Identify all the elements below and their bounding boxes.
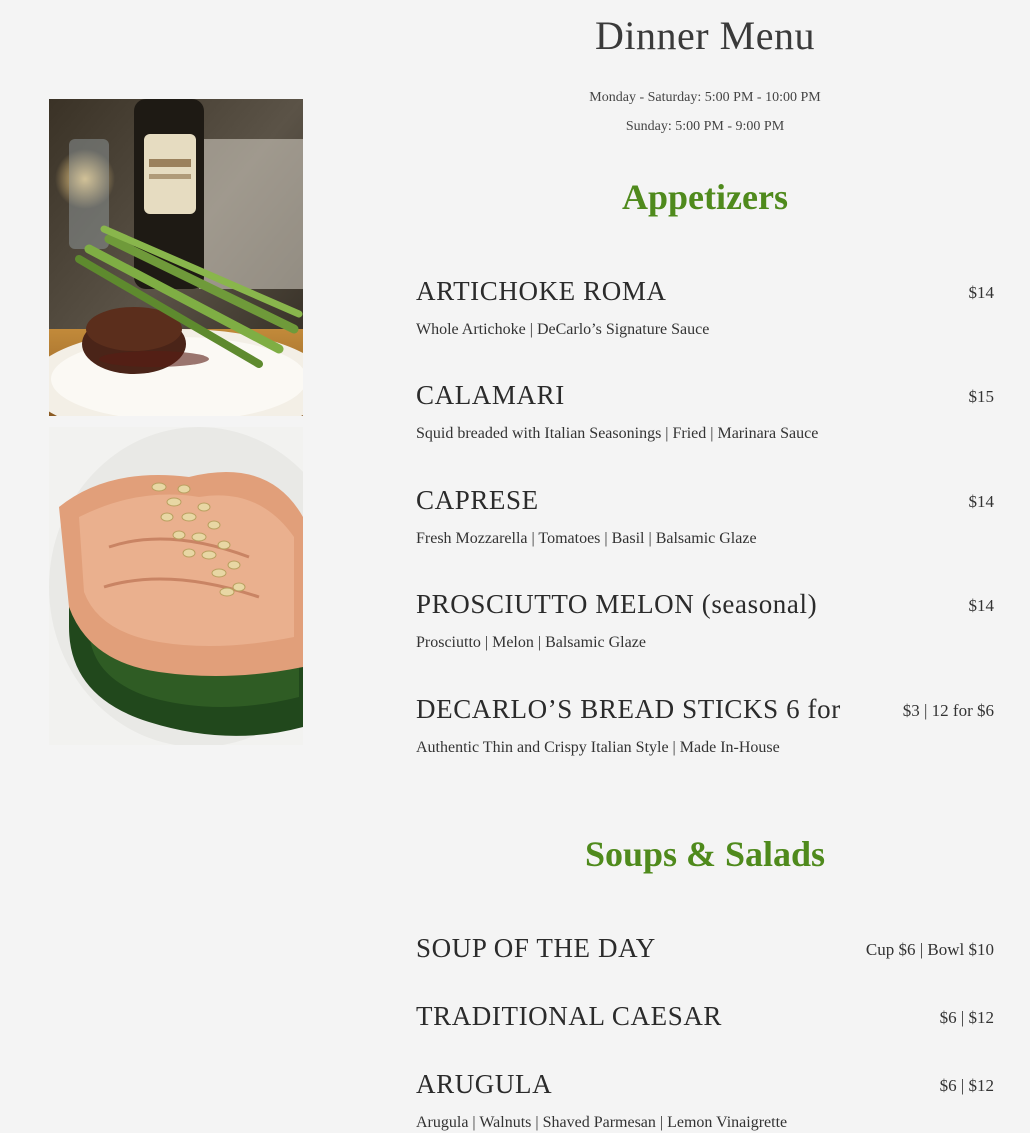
item-price: $15 <box>968 387 994 406</box>
item-name: ARUGULA <box>416 1069 553 1099</box>
item-name: CAPRESE <box>416 485 539 515</box>
item-description: Authentic Thin and Crispy Italian Style | Made In-House <box>416 739 780 756</box>
item-name: DECARLO’S BREAD STICKS 6 for <box>416 694 841 724</box>
item-price: $3 | 12 for $6 <box>902 701 994 720</box>
section-title-appetizers: Appetizers <box>622 177 788 217</box>
item-name: SOUP OF THE DAY <box>416 933 656 963</box>
item-description: Squid breaded with Italian Seasonings | Fried | Marinara Sauce <box>416 425 819 442</box>
item-price: Cup $6 | Bowl $10 <box>865 940 994 959</box>
item-description: Arugula | Walnuts | Shaved Parmesan | Lemon Vinaigrette <box>416 1114 788 1131</box>
hours-weekday: Monday - Saturday: 5:00 PM - 10:00 PM <box>589 90 821 105</box>
item-description: Fresh Mozzarella | Tomatoes | Basil | Balsamic Glaze <box>416 530 757 547</box>
item-price: $14 <box>968 492 994 511</box>
item-name: ARTICHOKE ROMA <box>416 276 667 306</box>
item-description: Whole Artichoke | DeCarlo’s Signature Sauce <box>416 321 710 338</box>
item-description: Prosciutto | Melon | Balsamic Glaze <box>416 634 646 651</box>
item-price: $14 <box>968 283 994 302</box>
item-name: CALAMARI <box>416 380 565 410</box>
item-price: $6 | $12 <box>939 1076 994 1095</box>
steak-photo <box>49 99 303 416</box>
hours-sunday: Sunday: 5:00 PM - 9:00 PM <box>625 119 785 134</box>
item-name: TRADITIONAL CAESAR <box>416 1001 723 1031</box>
salmon-photo <box>49 427 303 745</box>
page-title: Dinner Menu <box>595 13 815 58</box>
item-price: $6 | $12 <box>939 1008 994 1027</box>
item-name: PROSCIUTTO MELON (seasonal) <box>416 589 818 619</box>
item-price: $14 <box>968 596 994 615</box>
section-title-soups-salads: Soups & Salads <box>584 834 826 874</box>
